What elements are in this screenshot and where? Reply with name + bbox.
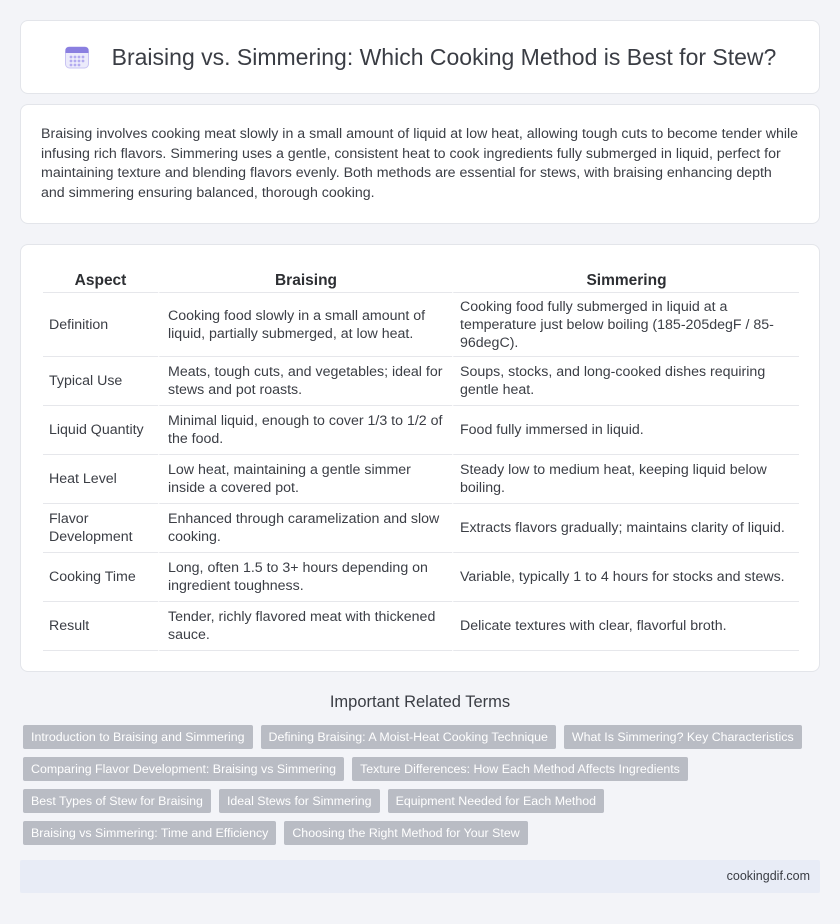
related-term-tag[interactable]: Introduction to Braising and Simmering <box>23 725 253 749</box>
related-term-tag[interactable]: Choosing the Right Method for Your Stew <box>284 821 527 845</box>
header-aspect: Aspect <box>43 265 158 293</box>
cell-aspect: Typical Use <box>43 357 158 406</box>
header-card <box>20 20 820 94</box>
cell-aspect: Liquid Quantity <box>43 406 158 455</box>
intro-text: Braising involves cooking meat slowly in a small amount of liquid at low heat, allowing tough cuts to become tender while infusing rich flavors. Simmering uses a gentle, consistent heat to cook ingredients fully submerged in liquid, perfect for maintaining texture and blending flavors evenly. Both methods are essential for stews, with braising enhancing depth and simmering ensuring balanced, thorough cooking. <box>41 126 799 201</box>
related-term-tag[interactable]: Best Types of Stew for Braising <box>23 789 211 813</box>
related-term-tag[interactable]: Defining Braising: A Moist-Heat Cooking Technique <box>261 725 556 749</box>
related-terms-title: Important Related Terms <box>329 693 511 711</box>
footer-site-link[interactable]: cookingdif.com <box>726 869 810 883</box>
table-row <box>43 553 799 602</box>
cell-aspect: Flavor Development <box>43 504 158 553</box>
tag-row <box>23 757 823 781</box>
cell-aspect: Heat Level <box>43 455 158 504</box>
table-row <box>43 406 799 455</box>
table-row <box>43 357 799 406</box>
cell-braising: Low heat, maintaining a gentle simmer inside a covered pot. <box>158 455 452 504</box>
cell-braising: Cooking food slowly in a small amount of liquid, partially submerged, at low heat. <box>158 293 452 357</box>
cell-braising: Meats, tough cuts, and vegetables; ideal for stews and pot roasts. <box>158 357 452 406</box>
cell-simmering: Cooking food fully submerged in liquid at a temperature just below boiling (185-205degF / 85-96degC). <box>452 293 799 357</box>
header-simmering: Simmering <box>452 265 799 293</box>
comparison-table <box>43 265 799 651</box>
header-braising: Braising <box>158 265 452 293</box>
calendar-icon <box>64 44 90 70</box>
footer <box>20 860 820 893</box>
cell-simmering: Soups, stocks, and long-cooked dishes requiring gentle heat. <box>452 357 799 406</box>
cell-aspect: Definition <box>43 293 158 357</box>
tag-row <box>23 789 823 813</box>
cell-simmering: Food fully immersed in liquid. <box>452 406 799 455</box>
related-term-tag[interactable]: Ideal Stews for Simmering <box>219 789 380 813</box>
cell-simmering: Variable, typically 1 to 4 hours for stocks and stews. <box>452 553 799 602</box>
tag-row <box>23 821 823 845</box>
cell-braising: Tender, richly flavored meat with thickened sauce. <box>158 602 452 651</box>
comparison-table-card <box>20 244 820 672</box>
table-row <box>43 293 799 357</box>
table-row <box>43 504 799 553</box>
cell-simmering: Extracts flavors gradually; maintains clarity of liquid. <box>452 504 799 553</box>
related-terms-tags <box>23 725 823 853</box>
cell-braising: Enhanced through caramelization and slow cooking. <box>158 504 452 553</box>
cell-simmering: Steady low to medium heat, keeping liquid below boiling. <box>452 455 799 504</box>
table-row <box>43 602 799 651</box>
table-row <box>43 455 799 504</box>
header <box>21 21 819 93</box>
intro-card <box>20 104 820 224</box>
related-term-tag[interactable]: Comparing Flavor Development: Braising vs Simmering <box>23 757 344 781</box>
cell-braising: Long, often 1.5 to 3+ hours depending on ingredient toughness. <box>158 553 452 602</box>
related-term-tag[interactable]: Texture Differences: How Each Method Affects Ingredients <box>352 757 688 781</box>
cell-aspect: Result <box>43 602 158 651</box>
tag-row <box>23 725 823 749</box>
cell-simmering: Delicate textures with clear, flavorful broth. <box>452 602 799 651</box>
cell-aspect: Cooking Time <box>43 553 158 602</box>
related-term-tag[interactable]: Equipment Needed for Each Method <box>388 789 604 813</box>
related-term-tag[interactable]: What Is Simmering? Key Characteristics <box>564 725 802 749</box>
table-header-row <box>43 265 799 293</box>
cell-braising: Minimal liquid, enough to cover 1/3 to 1/2 of the food. <box>158 406 452 455</box>
page-title: Braising vs. Simmering: Which Cooking Method is Best for Stew? <box>111 43 777 70</box>
related-term-tag[interactable]: Braising vs Simmering: Time and Efficiency <box>23 821 276 845</box>
